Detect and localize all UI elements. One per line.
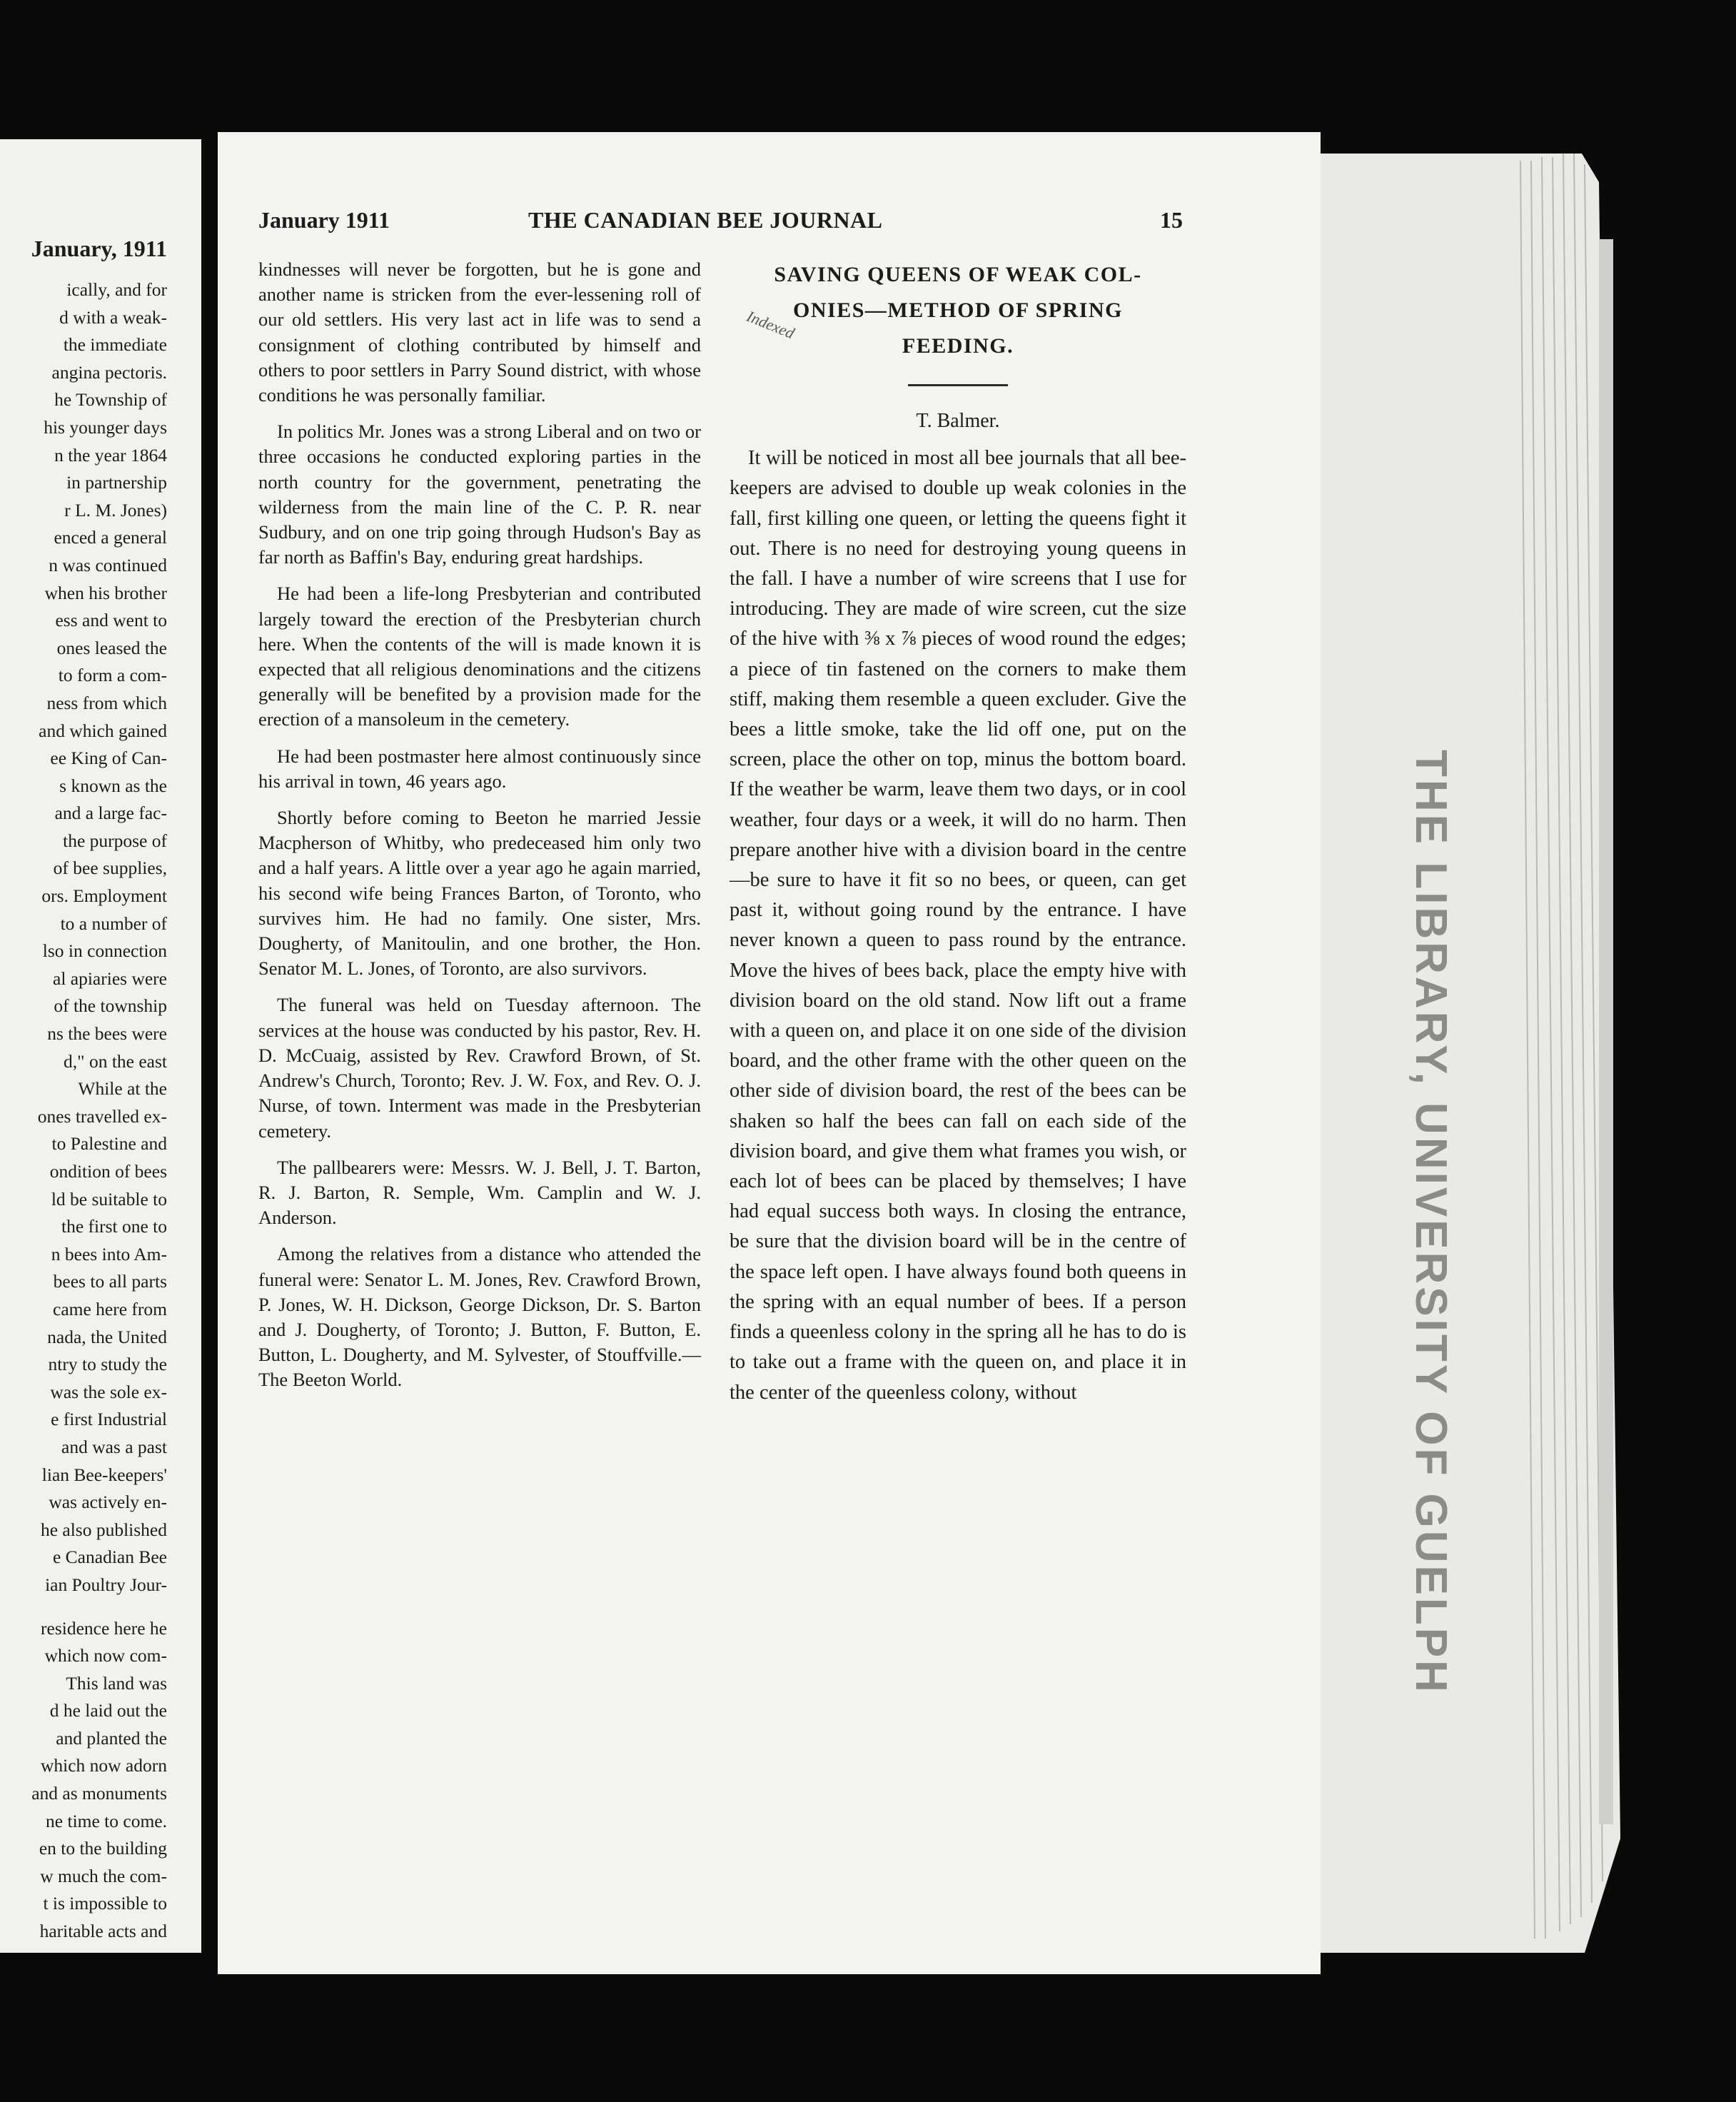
previous-page-line: r L. M. Jones)	[64, 499, 167, 521]
previous-page-line: the purpose of	[63, 830, 167, 851]
previous-page-line: ones travelled ex-	[37, 1105, 167, 1127]
previous-page-line: d," on the east	[64, 1050, 167, 1072]
previous-page-line: angina pectoris.	[51, 361, 167, 383]
article-title-line: FEEDING.	[902, 334, 1014, 358]
previous-page-line: the first one to	[61, 1216, 167, 1237]
previous-page-line: he also published	[40, 1519, 167, 1540]
previous-page-line: w much the com-	[40, 1865, 167, 1886]
previous-page-line: haritable acts and	[39, 1921, 167, 1942]
previous-page-line: he Township of	[54, 389, 167, 411]
previous-page-line: al apiaries were	[53, 967, 167, 989]
previous-page-line: when his brother	[44, 582, 167, 603]
previous-page-fragment	[0, 139, 201, 1953]
running-header	[258, 207, 1183, 238]
previous-page-line: d he laid out the	[49, 1700, 167, 1721]
previous-page-line: en to the building	[39, 1838, 167, 1859]
previous-page-line: ld be suitable to	[51, 1188, 167, 1210]
previous-page-line: of bee supplies,	[53, 858, 167, 879]
previous-page-line: was the sole ex-	[50, 1381, 167, 1402]
previous-page-line: ess and went to	[55, 610, 167, 631]
journal-title: THE CANADIAN BEE JOURNAL	[528, 207, 883, 233]
previous-page-line: While at the	[78, 1078, 167, 1100]
previous-page-line: This land was	[66, 1672, 167, 1694]
obituary-paragraph: The pallbearers were: Messrs. W. J. Bell, J. T. Barton, R. J. Barton, R. Semple, Wm. Camplin and W. J. Anderson.	[258, 1156, 701, 1229]
article-author: T. Balmer.	[916, 410, 1000, 432]
previous-page-line: ondition of bees	[49, 1161, 167, 1182]
previous-page-line: and planted the	[56, 1727, 167, 1749]
obituary-paragraph: Shortly before coming to Beeton he married Jessie Macpherson of Whitby, who predeceased him only two and a half years. A little over a year ago he again married, his second wife being Frances Barton, of Toronto, who survives him. He had no family. One sister, Mrs. Dougherty, of Manitoulin, and one brother, the Hon. Senator M. L. Jones, of Toronto, are also survivors.	[258, 807, 701, 980]
previous-page-line: which now adorn	[40, 1755, 167, 1776]
previous-page-line: of the township	[54, 995, 167, 1017]
previous-page-line: and was a past	[61, 1436, 167, 1457]
article-title-line: ONIES—METHOD OF SPRING	[793, 298, 1123, 322]
previous-page-line: enced a general	[54, 527, 167, 548]
previous-page-line: ors. Employment	[41, 885, 167, 907]
previous-page-line: which now com-	[44, 1645, 167, 1666]
article-paragraph: It will be noticed in most all bee journals that all bee-keepers are advised to double up weak colonies in the fall, first killing one queen, or letting the queens fight it out. There is no need for destroying young queens in the fall. I have a number of wire screens that I use for introducing. They are made of wire screen, cut the size of the hive with ⅜ x ⅞ pieces of wood round the edges; a piece of tin fastened on the corners to make them stiff, making them resemble a queen excluder. Give the bees a little smoke, take the lid off one, put on the screen, place the other on top, minus the bottom board. If the weather be warm, leave them two days, or in cool weather, four days or a week, it will do no harm. Then prepare another hive with a division board in the centre—be sure to have it fit so no bees, or queen, can get past it, without going round by the entrance. I have never known a queen to pass round by the entrance. Move the hives of bees back, place the empty hive with division board on the old stand. Now lift out a frame with a queen on, and place it on one side of the division board, and the other frame with the other queen on the other side of division board, the rest of the bees can be shaken so half the bees can fall on each side of the division board, and give them what frames you wish, or each lot of bees can be placed by themselves; I have had equal success both ways. In closing the entrance, be sure that the division board will be in the centre of the space left open. I have always found both queens in the spring with an equal number of bees. If a person finds a queenless colony in the spring all he has to do is to take out a frame with the queen on, and place it in the center of the queenless colony, without	[730, 447, 1186, 1404]
previous-page-line: ones leased the	[56, 637, 167, 658]
obituary-paragraph: Among the relatives from a distance who attended the funeral were: Senator L. M. Jones, Rev. Crawford Brown, P. Jones, W. H. Dickson, George Dickson, Dr. S. Barton and J. Dougherty, of Toronto; J. Button, F. Button, E. Button, L. Dougherty, and M. Sylvester, of Stouffville.—The Beeton World.	[258, 1243, 701, 1391]
previous-page-text	[0, 276, 167, 1946]
previous-page-line: ee King of Can-	[50, 748, 167, 769]
previous-page-line: and a large fac-	[54, 803, 167, 824]
previous-page-line: lian Bee-keepers'	[41, 1464, 167, 1485]
previous-page-line: to a number of	[60, 912, 167, 934]
previous-page-line: residence here he	[41, 1617, 167, 1639]
previous-page-line: to Palestine and	[51, 1133, 167, 1155]
previous-page-line: d with a weak-	[59, 306, 167, 328]
book-page-edges	[1285, 154, 1642, 1953]
obituary-paragraph: He had been postmaster here almost continuously since his arrival in town, 46 years ago.	[258, 745, 701, 792]
previous-page-line: e Canadian Bee	[52, 1547, 167, 1568]
previous-page-line: n was continued	[49, 554, 167, 575]
previous-page-line: nada, the United	[47, 1326, 167, 1347]
obituary-paragraph: He had been a life-long Presbyterian and contributed largely toward the erection of the Presbyterian church here. When the contents of the will is made known it is expected that all religious denominations and the citizens generally will be benefited by a provision made for the erection of a mansoleum in the cemetery.	[258, 583, 701, 730]
previous-page-line: ian Poultry Jour-	[45, 1574, 167, 1595]
indexed-stamp: Indexed	[744, 307, 797, 343]
previous-page-line: n the year 1864	[54, 444, 167, 466]
obituary-column	[258, 257, 701, 1404]
previous-page-line: lso in connection	[42, 940, 167, 962]
previous-page-line: ness from which	[46, 692, 167, 713]
previous-page-line: ns the bees were	[47, 1023, 167, 1045]
page-number: 15	[1160, 207, 1183, 233]
previous-page-line: was actively en-	[49, 1492, 167, 1513]
previous-page-line: s known as the	[59, 775, 167, 796]
paragraph-gap	[0, 1599, 167, 1615]
title-rule	[908, 384, 1008, 386]
previous-page-line: t is impossible to	[43, 1893, 167, 1914]
previous-page-line: ntry to study the	[48, 1354, 167, 1375]
article-title	[730, 257, 1186, 364]
previous-page-line: and as monuments	[31, 1783, 167, 1804]
previous-page-line: bees to all parts	[53, 1271, 167, 1292]
previous-page-line: came here from	[53, 1298, 167, 1319]
obituary-paragraph: In politics Mr. Jones was a strong Liberal and on two or three occasions he conducted exploring parties in the north country for the government, penetrating the wilderness from the main line of the C. P. R. near Sudbury, and on one trip going through Hudson's Bay as far north as Baffin's Bay, enduring great hardships.	[258, 421, 701, 568]
obituary-paragraph: The funeral was held on Tuesday afternoon. The services at the house was conducted by his pastor, Rev. H. D. McCuaig, assisted by Rev. Crawford Brown, of St. Andrew's Church, Toronto; Rev. J. W. Fox, and Rev. O. J. Nurse, of town. Interment was made in the Presbyterian cemetery.	[258, 994, 701, 1142]
previous-page-line: e first Industrial	[51, 1409, 167, 1430]
previous-page-line: ne time to come.	[46, 1810, 167, 1831]
previous-page-line: n bees into Am-	[51, 1243, 167, 1264]
article-title-line: SAVING QUEENS OF WEAK COL-	[774, 263, 1142, 286]
previous-page-line: in partnership	[66, 472, 167, 493]
obituary-paragraph: kindnesses will never be forgotten, but he is gone and another name is stricken from the ever-lessening roll of our old settlers. His very last act in life was to send a consignment of clothing contributed by himself and others to poor settlers in Parry Sound district, with whose conditions he was personally familiar.	[258, 258, 701, 406]
previous-page-line: his younger days	[44, 416, 167, 438]
previous-page-header: January, 1911	[31, 236, 167, 261]
previous-page-line: the immediate	[63, 334, 167, 356]
previous-page-line: to form a com-	[58, 665, 167, 686]
issue-date: January 1911	[258, 207, 390, 233]
previous-page-line: ically, and for	[66, 279, 167, 300]
library-stamp: THE LIBRARY, UNIVERSITY OF GUELPH	[1406, 750, 1455, 1695]
article-column	[730, 257, 1186, 1408]
previous-page-line: and which gained	[39, 720, 167, 741]
